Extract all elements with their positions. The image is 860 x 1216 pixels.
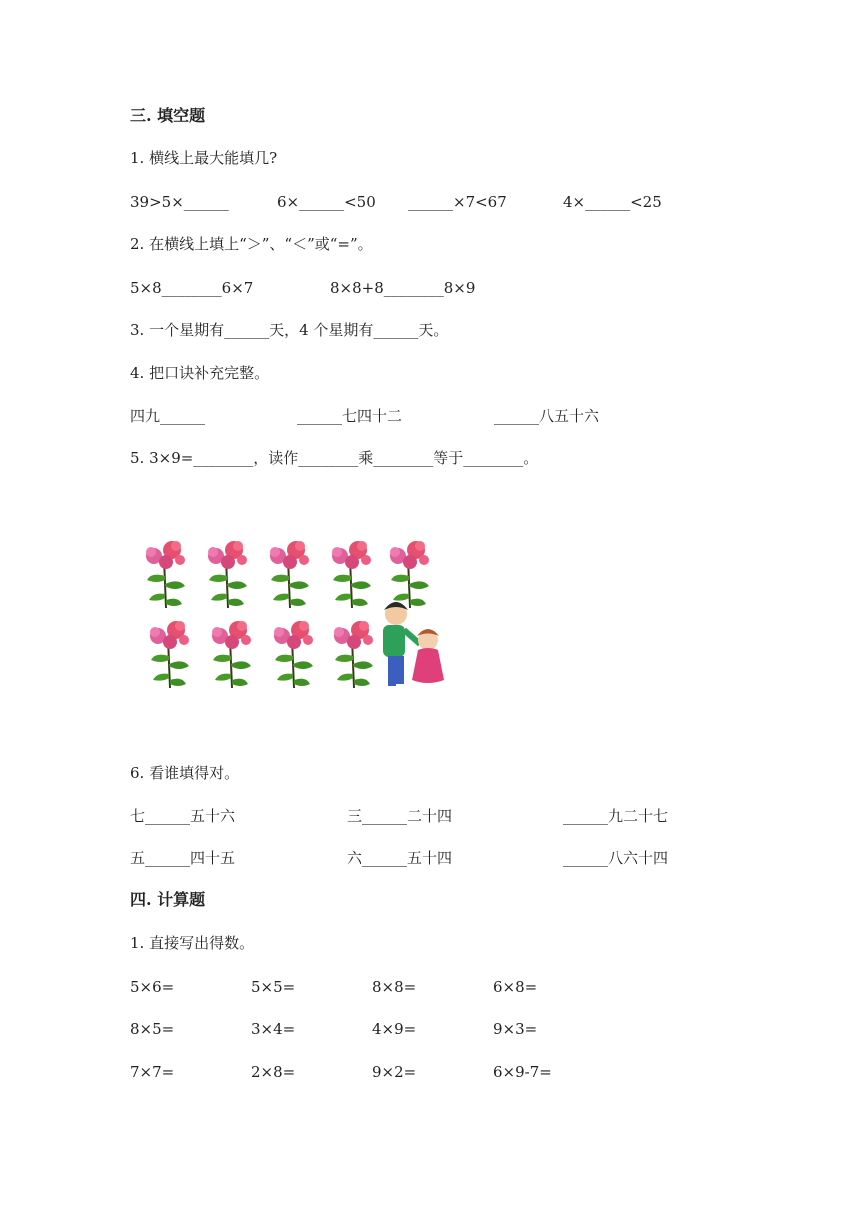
question-6-title: 6. 看谁填得对。: [130, 764, 240, 782]
q6-item: ______九二十七: [563, 807, 669, 825]
q2-item: 5×8________6×7: [130, 279, 254, 297]
calc-item: 5×5=: [251, 978, 296, 996]
q6-item: 七______五十六: [130, 807, 236, 825]
q4-item: ______八五十六: [494, 407, 600, 425]
q6-item: 三______二十四: [347, 807, 453, 825]
q4-item: 四九______: [130, 407, 206, 425]
calc-item: 9×2=: [372, 1063, 417, 1081]
calc-item: 3×4=: [251, 1020, 296, 1038]
question-2-title: 2. 在横线上填上“＞”、“＜”或“=”。: [130, 235, 373, 253]
section-3-title: 三. 填空题: [130, 106, 206, 125]
calc-item: 8×5=: [130, 1020, 175, 1038]
q2-item: 8×8+8________8×9: [330, 279, 476, 297]
flowers-and-children-illustration: [136, 530, 456, 700]
q1-item: ______×7<67: [408, 193, 507, 211]
calc-item: 8×8=: [372, 978, 417, 996]
calc-item: 7×7=: [130, 1063, 175, 1081]
calc-item: 4×9=: [372, 1020, 417, 1038]
calc-question-1-title: 1. 直接写出得数。: [130, 934, 255, 952]
q1-item: 4×______<25: [563, 193, 662, 211]
calc-item: 6×8=: [493, 978, 538, 996]
question-4-title: 4. 把口诀补充完整。: [130, 364, 270, 382]
q4-item: ______七四十二: [297, 407, 403, 425]
section-4-title: 四. 计算题: [130, 890, 206, 909]
question-3-title: 3. 一个星期有______天，4 个星期有______天。: [130, 321, 449, 339]
q1-item: 6×______<50: [277, 193, 376, 211]
q1-item: 39>5×______: [130, 193, 229, 211]
calc-item: 6×9-7=: [493, 1063, 552, 1081]
q6-item: ______八六十四: [563, 849, 669, 867]
calc-item: 5×6=: [130, 978, 175, 996]
q6-item: 五______四十五: [130, 849, 236, 867]
q6-item: 六______五十四: [347, 849, 453, 867]
calc-item: 9×3=: [493, 1020, 538, 1038]
calc-item: 2×8=: [251, 1063, 296, 1081]
question-5-title: 5. 3×9=________，读作________乘________等于________。: [130, 449, 539, 467]
question-1-title: 1. 横线上最大能填几?: [130, 149, 278, 167]
